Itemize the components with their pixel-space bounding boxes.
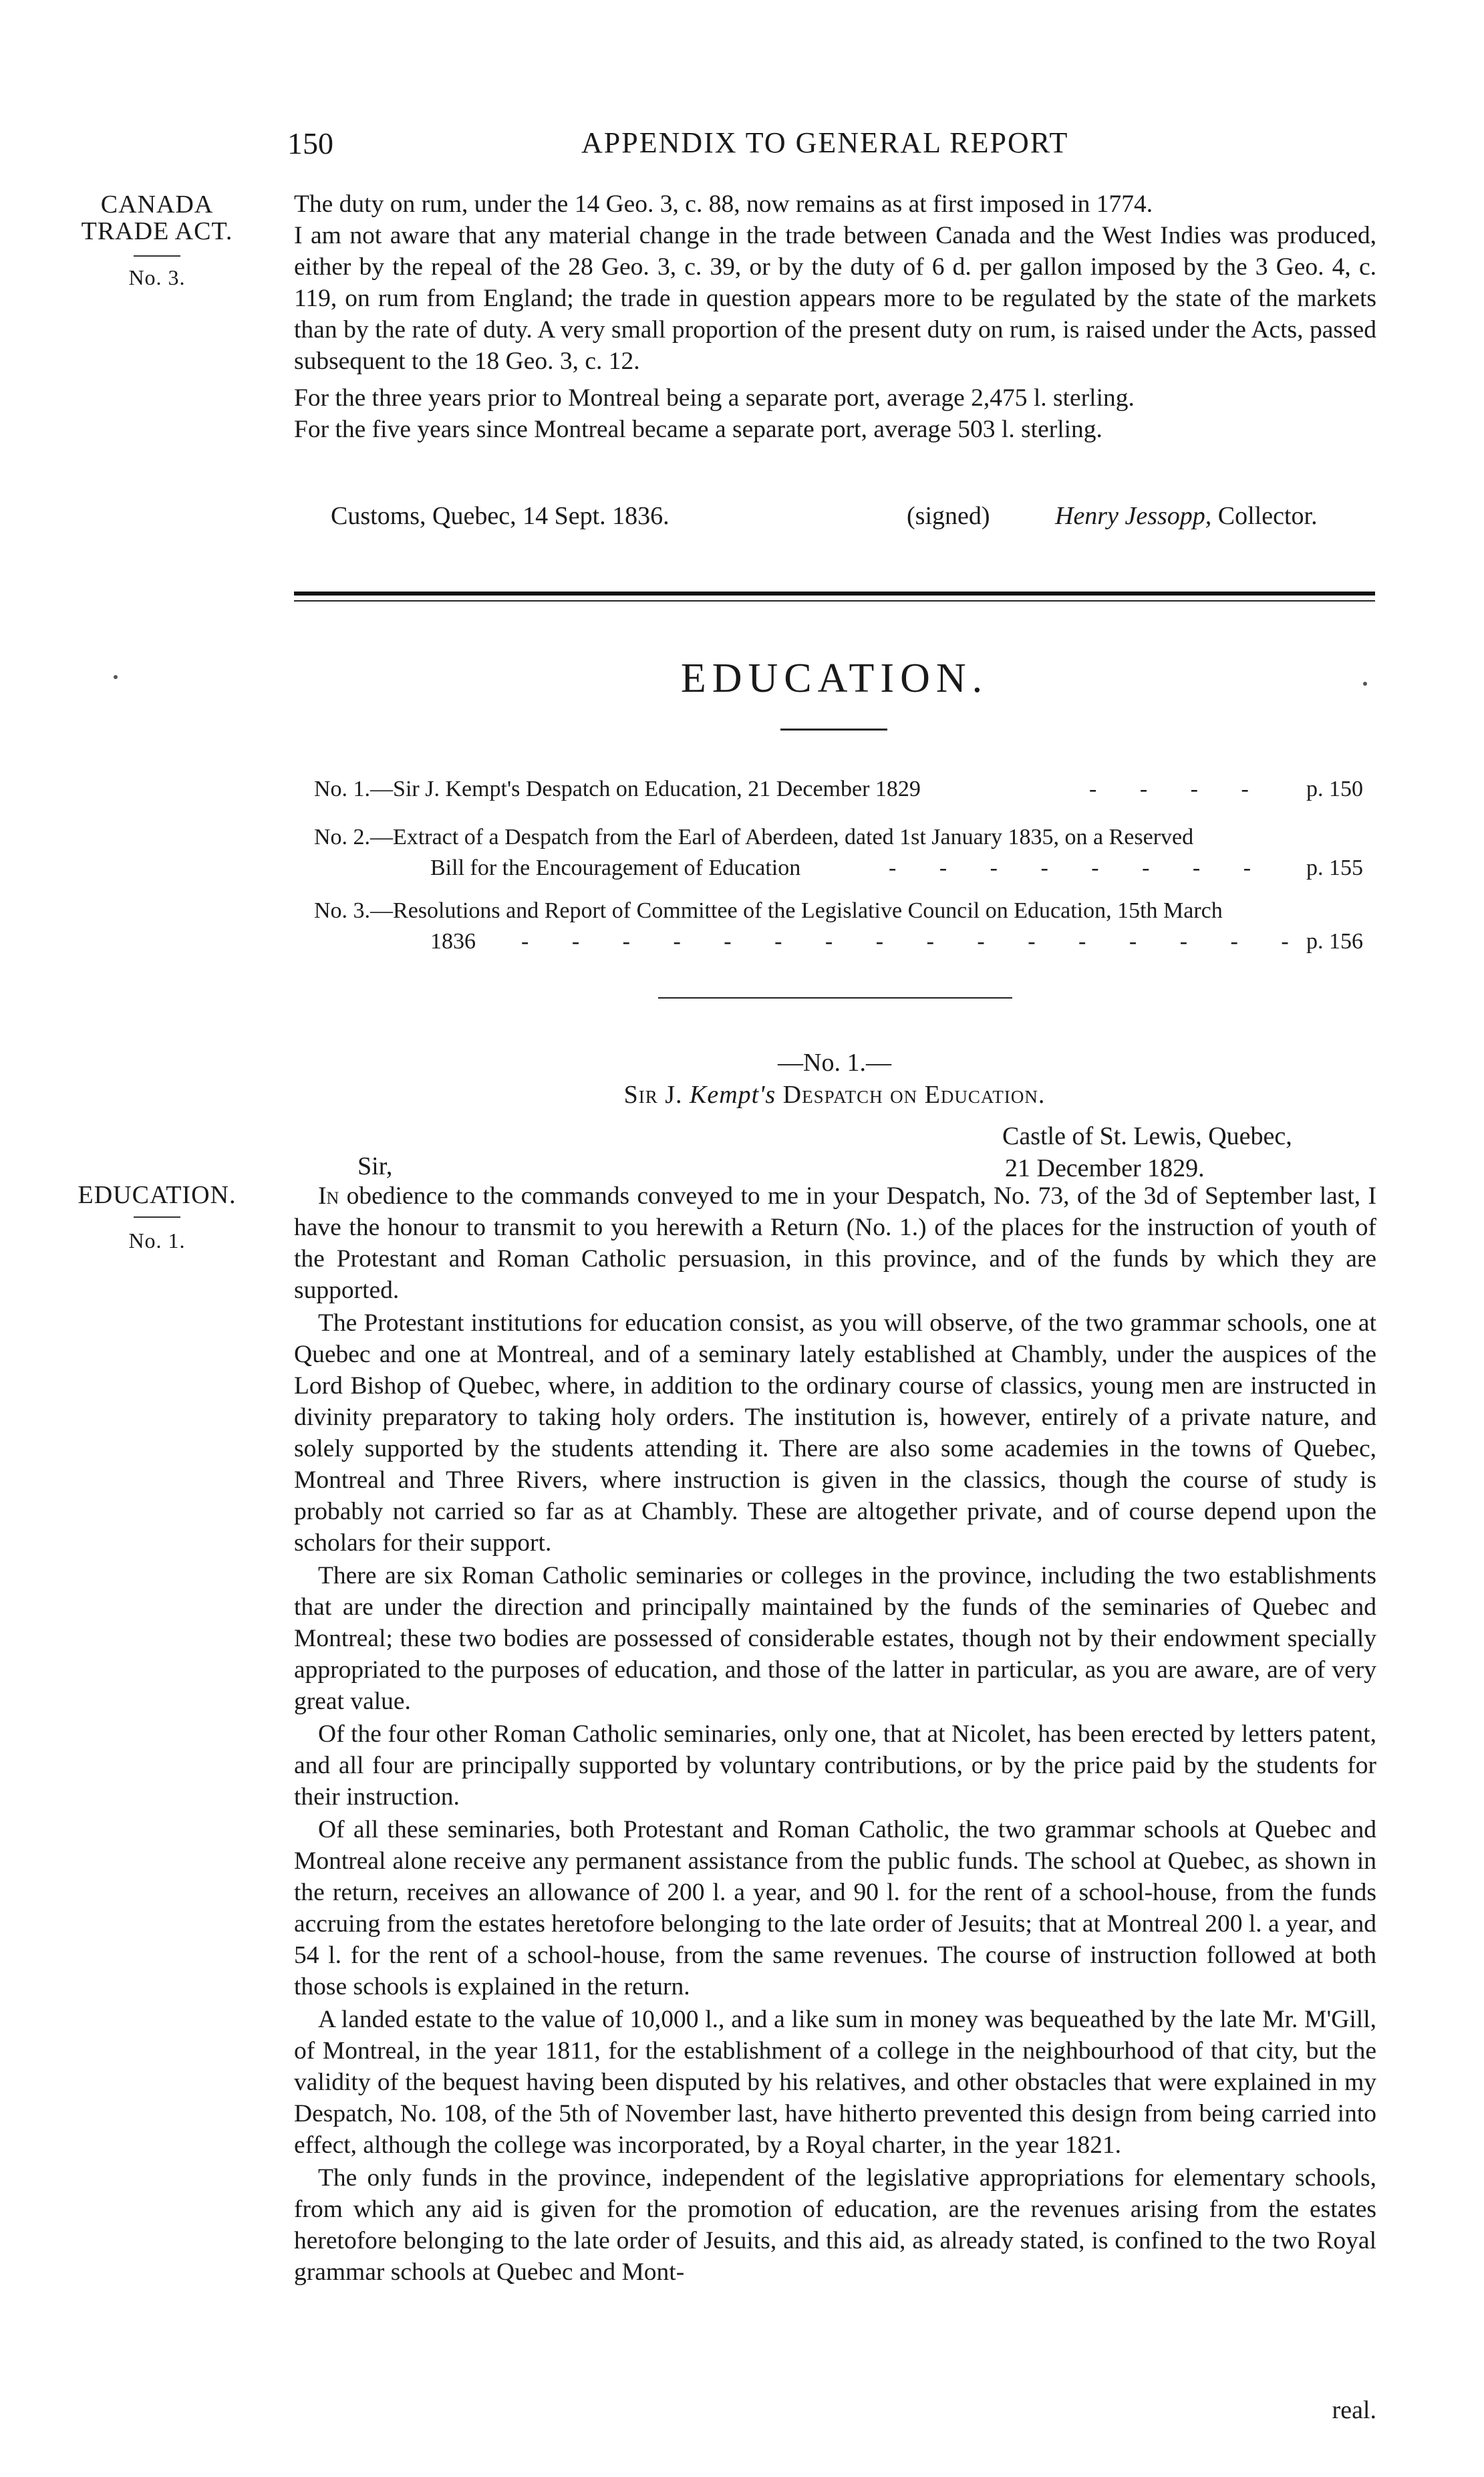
paragraph: The only funds in the province, independent of the legislative appropriations for elementary schools, from which any aid is given for the promotion of education, are the revenues arising from the estates heretofore belonging to the late order of Jesuits, and this aid, as already stated, is confined to the two Royal grammar schools at Quebec and Mont- (294, 2164, 1376, 2286)
contents-page-ref: p. 150 (1306, 777, 1363, 801)
margin-note-canada (57, 191, 257, 245)
margin-divider (134, 255, 180, 257)
despatch-heading-rest: Despatch on Education. (782, 1081, 1046, 1109)
signature-place-date: Customs, Quebec, 14 Sept. 1836. (331, 502, 670, 530)
contents-entry-line1: No. 2.—Extract of a Despatch from the Earl of Aberdeen, dated 1st January 1835, on a Reserved (314, 825, 1194, 850)
page-number: 150 (287, 126, 333, 160)
section-title: EDUCATION. (680, 656, 989, 701)
canada-trade-text (294, 188, 1376, 445)
address-line1: Castle of St. Lewis, Quebec, (1002, 1122, 1292, 1150)
contents-entry-line1: No. 3.—Resolutions and Report of Committee of the Legislative Council on Education, 15th March (314, 898, 1223, 923)
despatch-heading (294, 1080, 1375, 1110)
paragraph: There are six Roman Catholic seminaries or colleges in the province, including the two establishments that are under the direction and principally maintained by the funds of the seminaries of Quebec and Montreal; these two bodies are possessed of considerable estates, though not by their endowment specially appropriated to the purposes of education, and those of the latter in particular, as you are aware, are of very great value. (294, 1562, 1376, 1715)
section-divider-thick (294, 592, 1375, 596)
paragraph: The duty on rum, under the 14 Geo. 3, c. 88, now remains as at first imposed in 1774. (294, 190, 1153, 218)
address-line2: 21 December 1829. (1005, 1154, 1205, 1182)
contents-page-ref: p. 155 (1306, 856, 1363, 880)
contents-entry (314, 896, 1363, 957)
despatch-heading-name: Kempt's (690, 1081, 776, 1109)
contents-entry (314, 822, 1363, 884)
despatch-number: —No. 1.— (778, 1049, 891, 1077)
despatch-address (1002, 1120, 1376, 1184)
continuation-word: real. (1332, 2396, 1376, 2424)
contents-entry-line2: Bill for the Encouragement of Education (430, 856, 801, 880)
contents-entry (314, 774, 1363, 805)
paragraph: The Protestant institutions for education consist, as you will observe, of the two grammar schools, one at Quebec and one at Montreal, and of a seminary lately established at Chambly, under the auspices of the Lord Bishop of Quebec, where, in addition to the ordinary course of classics, young men are instructed in divinity preparatory to taking holy orders. The institution is, however, entirely of a private nature, and solely supported by the students attending it. There are also some academies in the towns of Quebec, Montreal and Three Rivers, where instruction is given in the classics, though the course of study is probably not carried so far as at Chambly. These are altogether private, and of course depend upon the scholars for their support. (294, 1309, 1376, 1557)
paragraph: A landed estate to the value of 10,000 l., and a like sum in money was bequeathed by the late Mr. M'Gill, of Montreal, in the year 1811, for the establishment of a college in the neighbourhood of that city, but the validity of the bequest having been disputed by his relatives, and other obstacles that were explained in my Despatch, No. 108, of the 5th of November last, have hitherto prevented this design from being carried into effect, although the college was incorporated, by a Royal charter, in the year 1821. (294, 2006, 1376, 2159)
margin-note-number: No. 1. (128, 1228, 186, 1253)
contents-entry-line2-row (314, 853, 1363, 884)
paragraph: Of the four other Roman Catholic seminaries, only one, that at Nicolet, has been erected by letters patent, and all four are principally supported by voluntary contributions, or by the price paid by the students for their instruction. (294, 1720, 1376, 1811)
margin-note-education: EDUCATION. (78, 1181, 237, 1209)
signature-title: Collector. (1217, 502, 1318, 530)
paragraph (294, 1180, 1376, 1306)
contents-entry-line1: No. 1.—Sir J. Kempt's Despatch on Education, 21 December 1829 (314, 777, 921, 801)
title-rule (780, 729, 887, 731)
signature-block (1055, 501, 1318, 531)
margin-note-line1: CANADA (100, 190, 214, 219)
contents-leader: - - - - - - - - (889, 856, 1270, 880)
signature-name: Henry Jessopp, (1055, 502, 1212, 530)
contents-leader: - - - - - - - - - - - - - - - - (521, 929, 1308, 954)
contents-rule (658, 997, 1012, 999)
print-speck (114, 675, 118, 679)
first-word: In (318, 1182, 339, 1210)
despatch-body (294, 1180, 1376, 2289)
section-divider-thin (294, 600, 1375, 602)
paragraph: I am not aware that any material change in the trade between Canada and the West Indies was produced, either by the repeal of the 28 Geo. 3, c. 39, or by the duty of 6 d. per gallon imposed by the 3 Geo. 4, c. 119, on rum from England; the trade in question appears more to be regulated by the state of the markets than by the rate of duty. A very small proportion of the present duty on rum, is raised under the Acts, passed subsequent to the 18 Geo. 3, c. 12. (294, 222, 1376, 375)
despatch-heading-prefix: Sir J. (623, 1081, 683, 1109)
signature-signed: (signed) (907, 502, 990, 530)
paragraph: Of all these seminaries, both Protestant and Roman Catholic, the two grammar schools at Quebec and Montreal alone receive any permanent assistance from the public funds. The school at Quebec, as shown in the return, receives an allowance of 200 l. a year, and 90 l. for the rent of a school-house, from the funds accruing from the estates heretofore belonging to the late order of Jesuits; that at Montreal 200 l. a year, and 54 l. for the rent of a school-house, from the same revenues. The course of instruction followed at both those schools is explained in the return. (294, 1816, 1376, 2000)
contents-page-ref: p. 156 (1306, 929, 1363, 954)
margin-note-number: No. 3. (128, 265, 186, 289)
salutation: Sir, (357, 1152, 393, 1180)
contents-leader: - - - - (1089, 777, 1268, 801)
paragraph: For the three years prior to Montreal being a separate port, average 2,475 l. sterling. (294, 384, 1135, 412)
running-title: APPENDIX TO GENERAL REPORT (581, 126, 1069, 159)
contents-entry-line2: 1836 (430, 929, 476, 954)
margin-divider (134, 1216, 180, 1218)
contents-entry-line2-row (314, 926, 1363, 957)
paragraph: For the five years since Montreal became a separate port, average 503 l. sterling. (294, 416, 1102, 443)
margin-note-line2: TRADE ACT. (81, 217, 233, 245)
paragraph-text: obedience to the commands conveyed to me in your Despatch, No. 73, of the 3d of September last, I have the honour to transmit to you herewith a Return (No. 1.) of the places for the instruction of youth of the Protestant and Roman Catholic persuasion, in this province, and of the funds by which they are supported. (294, 1182, 1377, 1304)
